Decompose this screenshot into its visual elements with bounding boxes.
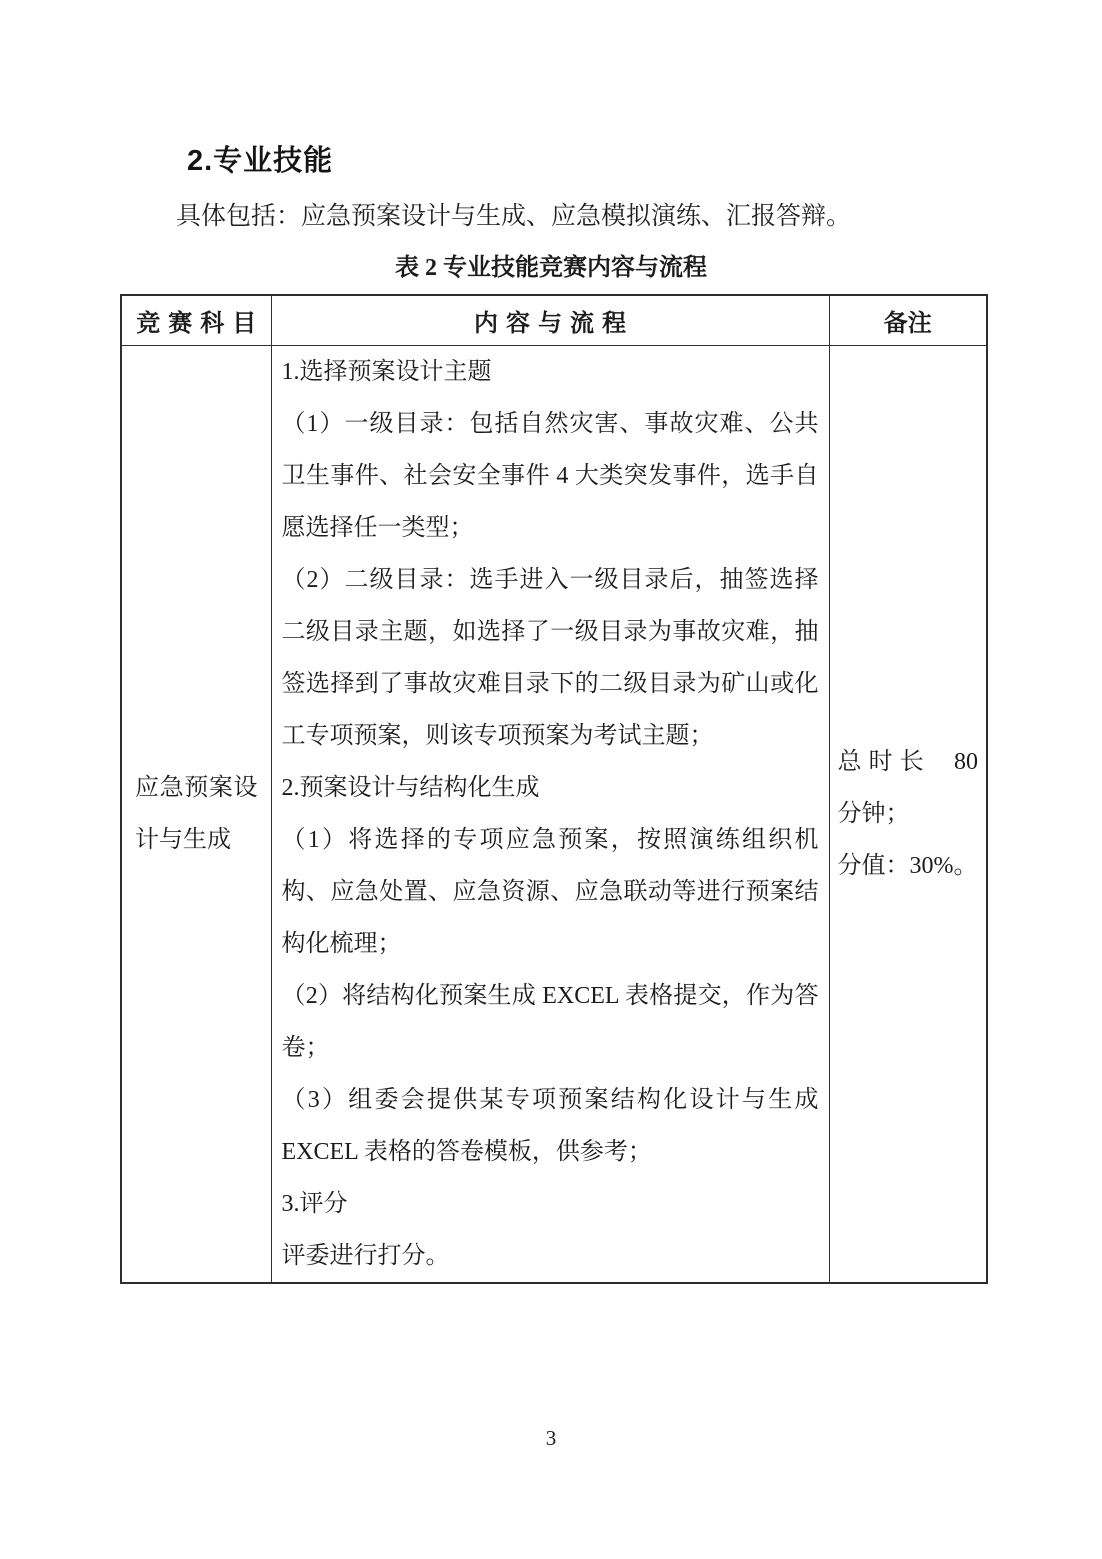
column-header-remarks: 备注 xyxy=(829,295,987,345)
skills-table xyxy=(120,294,988,1284)
content-paragraph: （2）二级目录：选手进入一级目录后，抽签选择二级目录主题，如选择了一级目录为事故灾难，抽签选择到了事故灾难目录下的二级目录为矿山或化工专项预案，则该专项预案为考试主题； xyxy=(281,566,819,749)
remark-paragraph: 分值：30%。 xyxy=(837,852,978,879)
column-header-content: 内容与流程 xyxy=(271,295,829,345)
remark-paragraph: 总时长 80 分钟； xyxy=(837,748,978,827)
section-heading: 2.专业技能 xyxy=(187,145,334,177)
table-header-row xyxy=(121,295,987,345)
content-paragraph: 评委进行打分。 xyxy=(281,1242,450,1269)
content-paragraph: （1）一级目录：包括自然灾害、事故灾难、公共卫生事件、社会安全事件 4 大类突发事件，选手自愿选择任一类型； xyxy=(281,410,819,541)
table-container xyxy=(120,294,988,1284)
remarks-cell xyxy=(829,345,987,1283)
content-paragraph: 2.预案设计与结构化生成 xyxy=(281,774,540,801)
subject-cell: 应急预案设计与生成 xyxy=(121,345,271,1283)
content-paragraph: （3）组委会提供某专项预案结构化设计与生成 EXCEL 表格的答卷模板，供参考； xyxy=(281,1086,819,1165)
column-header-subject: 竞赛科目 xyxy=(121,295,271,345)
content-paragraph: 3.评分 xyxy=(281,1190,348,1217)
table-caption: 表 2 专业技能竞赛内容与流程 xyxy=(395,255,707,281)
content-cell xyxy=(271,345,829,1283)
content-paragraph: （1）将选择的专项应急预案，按照演练组织机构、应急处置、应急资源、应急联动等进行预案结构化梳理； xyxy=(281,826,819,957)
content-paragraph: （2）将结构化预案生成 EXCEL 表格提交，作为答卷； xyxy=(281,982,819,1061)
table-row xyxy=(121,345,987,1283)
page-number: 3 xyxy=(545,1426,557,1450)
content-paragraph: 1.选择预案设计主题 xyxy=(281,358,492,385)
intro-paragraph: 具体包括：应急预案设计与生成、应急模拟演练、汇报答辩。 xyxy=(176,202,852,230)
